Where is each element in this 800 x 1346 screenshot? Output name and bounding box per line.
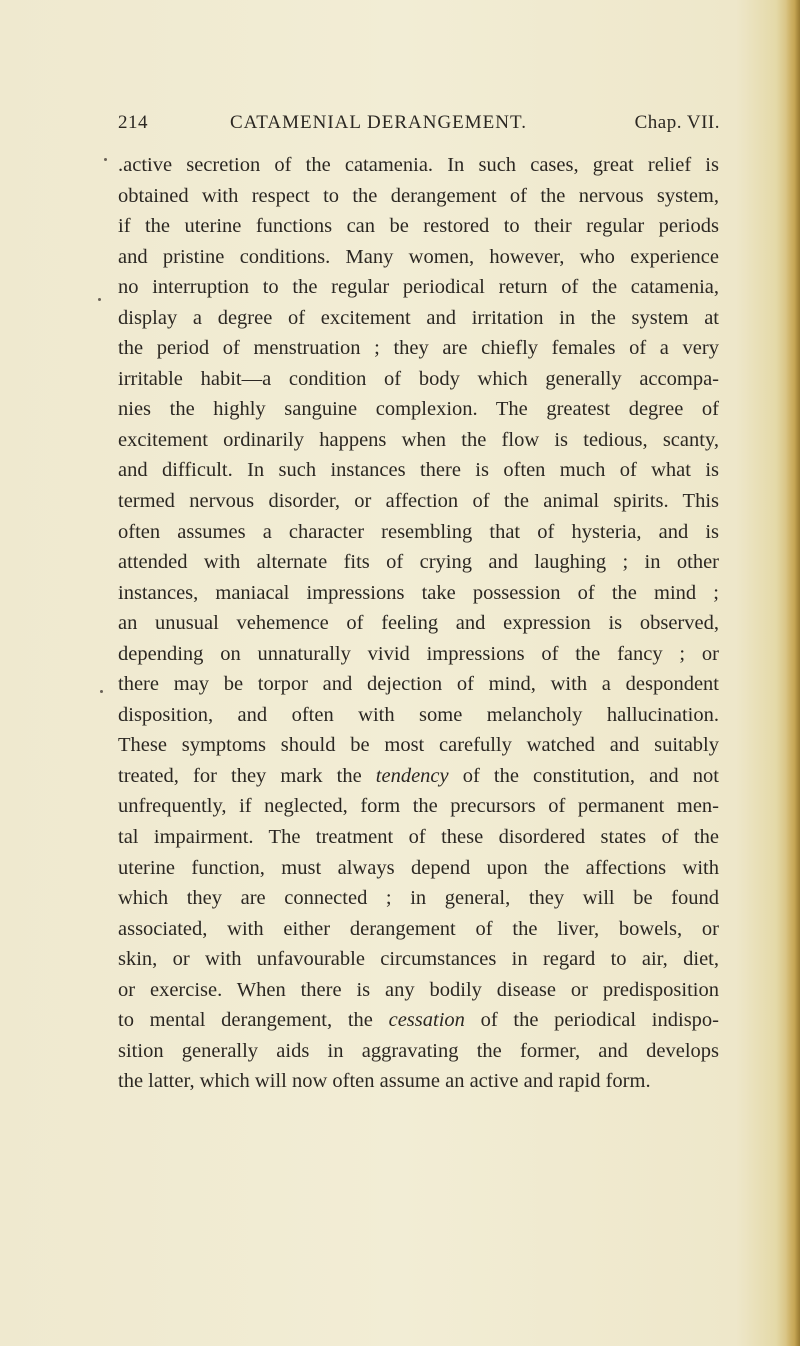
text-line: termed nervous disorder, or affection of the animal spirits. This [118, 490, 719, 513]
text-segment: treated, for they mark the [118, 764, 376, 787]
ink-speck [100, 690, 103, 693]
text-line [118, 1005, 719, 1036]
italic-word: cessation [388, 1009, 465, 1032]
text-line: obtained with respect to the derangement of the nervous system, [118, 184, 719, 207]
text-line: uterine function, must always depend upon the affections with [118, 856, 719, 879]
text-line: tal impairment. The treatment of these disordered states of the [118, 826, 719, 849]
text-line: excitement ordinarily happens when the flow is tedious, scanty, [118, 428, 719, 451]
text-line: the period of menstruation ; they are chiefly females of a very [118, 337, 719, 360]
page-number: 214 [118, 112, 148, 133]
text-line: These symptoms should be most carefully watched and suitably [118, 734, 719, 757]
text-line: which they are connected ; in general, they will be found [118, 887, 719, 910]
body-text [118, 150, 719, 1097]
text-segment: to mental derangement, the [118, 1009, 389, 1032]
text-line: unfrequently, if neglected, form the precursors of permanent men- [118, 795, 719, 818]
text-line: skin, or with unfavourable circumstances in regard to air, diet, [118, 948, 719, 971]
text-line: .active secretion of the catamenia. In such cases, great relief is [118, 154, 719, 176]
text-line: the latter, which will now often assume an active and rapid form. [118, 1070, 651, 1093]
text-line: and pristine conditions. Many women, however, who experience [118, 245, 719, 268]
text-line: often assumes a character resembling that of hysteria, and is [118, 520, 719, 543]
text-line: if the uterine functions can be restored to their regular periods [118, 215, 719, 238]
text-segment: of the constitution, and not [448, 764, 719, 787]
text-line: there may be torpor and dejection of mind, with a despondent [118, 673, 719, 696]
text-line: or exercise. When there is any bodily disease or predisposition [118, 978, 719, 1001]
text-segment: of the periodical indispo- [464, 1009, 719, 1032]
text-line [118, 761, 719, 792]
page-edge-shadow [786, 0, 800, 1346]
chapter-label: Chap. VII. [634, 112, 720, 133]
italic-word: tendency [375, 764, 449, 787]
text-line: an unusual vehemence of feeling and expression is observed, [118, 612, 719, 635]
text-line: attended with alternate fits of crying and laughing ; in other [118, 551, 719, 574]
text-line: associated, with either derangement of the liver, bowels, or [118, 917, 719, 940]
text-line: nies the highly sanguine complexion. The greatest degree of [118, 398, 719, 421]
text-line: sition generally aids in aggravating the former, and develops [118, 1039, 719, 1062]
ink-speck [98, 298, 101, 301]
text-line: and difficult. In such instances there is often much of what is [118, 459, 719, 482]
ink-speck [104, 158, 107, 161]
text-line: irritable habit—a condition of body which generally accompa- [118, 367, 719, 390]
text-line: depending on unnaturally vivid impressions of the fancy ; or [118, 642, 719, 665]
running-title: CATAMENIAL DERANGEMENT. [230, 112, 527, 133]
text-line: disposition, and often with some melancholy hallucination. [118, 703, 719, 726]
running-header [118, 112, 718, 142]
text-line: no interruption to the regular periodical return of the catamenia, [118, 276, 719, 299]
text-line: display a degree of excitement and irritation in the system at [118, 306, 719, 329]
text-line: instances, maniacal impressions take possession of the mind ; [118, 581, 719, 604]
